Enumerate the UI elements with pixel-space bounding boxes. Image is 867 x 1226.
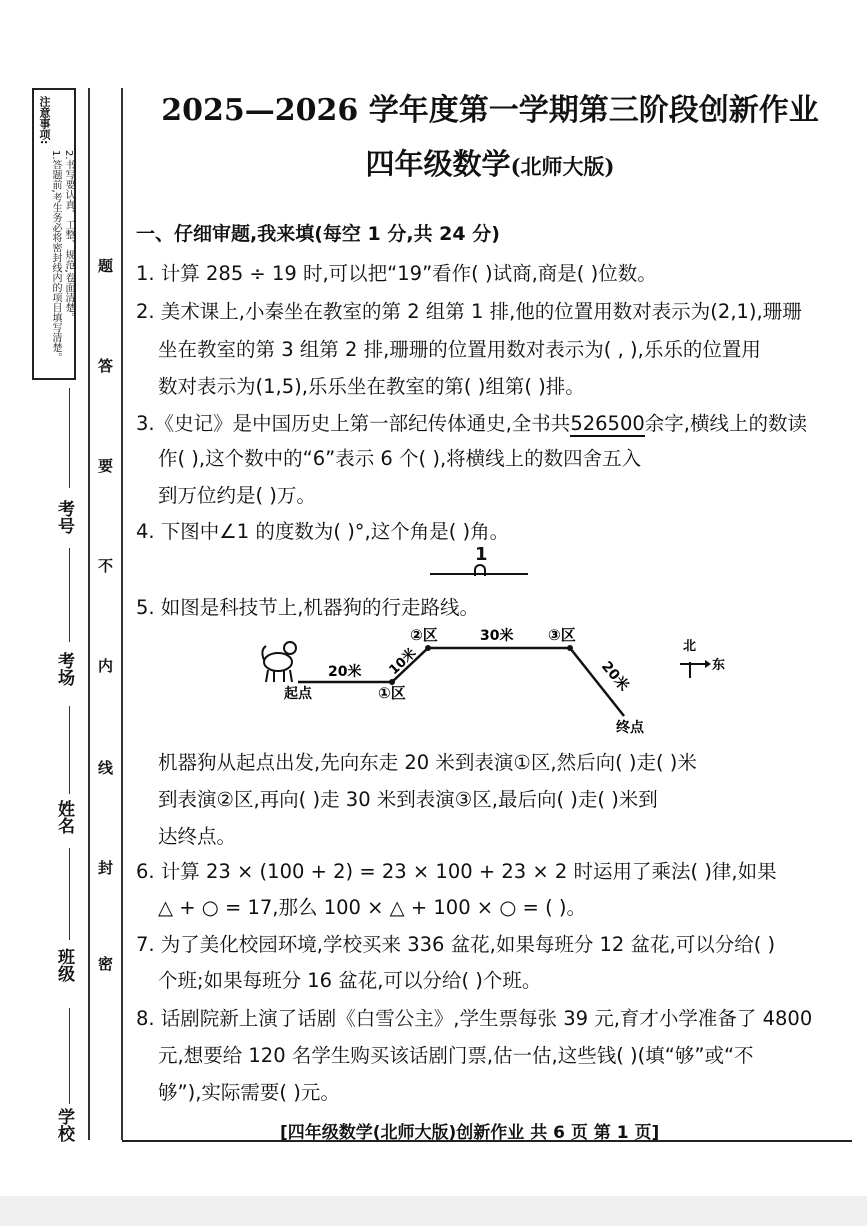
compass-icon [680, 639, 725, 678]
zone-2-point [425, 645, 431, 651]
question-4: 4. 下图中∠1 的度数为( )°,这个角是( )角。 [136, 520, 510, 543]
seal-char: 要 [98, 457, 114, 475]
question-3-line-1 [136, 408, 807, 436]
question-2-line-1: 2. 美术课上,小秦坐在教室的第 2 组第 1 排,他的位置用数对表示为(2,1),珊珊 [136, 300, 802, 323]
question-6-line-1: 6. 计算 23 × (100 + 2) = 23 × 100 + 23 × 2 时运用了乘法( )律,如果 [136, 860, 777, 883]
underlined-number: 526500 [570, 412, 645, 435]
question-5-line-2: 到表演②区,再向( )走 30 米到表演③区,最后向( )走( )米到 [158, 788, 658, 811]
question-8-line-1: 8. 话剧院新上演了话剧《白雪公主》,学生票每张 39 元,育才小学准备了 4800 [136, 1007, 813, 1030]
seal-char: 不 [98, 557, 114, 575]
question-3-line-2: 作( ),这个数中的“6”表示 6 个( ),将横线上的数四舍五入 [158, 447, 642, 470]
binding-line-outer [88, 88, 90, 1140]
question-5-line-3: 达终点。 [158, 825, 237, 848]
angle-figure [430, 544, 530, 578]
section-heading: 一、仔细审题,我来填(每空 1 分,共 24 分) [136, 223, 500, 245]
page-footer: [四年级数学(北师大版)创新作业 共 6 页 第 1 页] [280, 1123, 660, 1143]
question-2-line-3: 数对表示为(1,5),乐乐坐在教室的第( )组第( )排。 [158, 375, 585, 398]
name-label: 姓名 [54, 800, 74, 834]
question-2-line-2: 坐在教室的第 3 组第 2 排,珊珊的位置用数对表示为( , ),乐乐的位置用 [158, 338, 761, 361]
question-5: 5. 如图是科技节上,机器狗的行走路线。 [136, 596, 480, 619]
segment-4-label: 20米 [597, 658, 632, 695]
question-5-line-1: 机器狗从起点出发,先向东走 20 米到表演①区,然后向( )走( )米 [158, 751, 697, 774]
question-6-line-2: △ + ○ = 17,那么 100 × △ + 100 × ○ = ( )。 [158, 896, 587, 919]
page-title: 2025—2026 学年度第一学期第三阶段创新作业 [161, 93, 819, 128]
seal-char: 内 [98, 657, 114, 675]
subject-title: 四年级数学 [365, 147, 511, 181]
seal-char: 题 [98, 257, 114, 275]
notice-line-1: 1.答题前,考生务必将密封线内的项目填写清楚。 [50, 150, 61, 363]
route-diagram [250, 620, 730, 740]
question-3-line-3: 到万位约是( )万。 [158, 484, 316, 507]
question-3-text: 3.《史记》是中国历史上第一部纪传体通史,全书共 [136, 412, 571, 435]
zone-3-point [567, 645, 573, 651]
exam-number-field[interactable] [69, 388, 70, 488]
angle-label: 1 [475, 544, 488, 565]
name-field[interactable] [69, 706, 70, 794]
exam-room-label: 考场 [54, 652, 74, 686]
notice-title: 注意事项: [38, 96, 51, 145]
route-path [298, 648, 624, 716]
bottom-strip [0, 1196, 867, 1226]
seal-char: 线 [98, 759, 114, 777]
question-3-text-end: 余字,横线上的数读 [644, 412, 807, 435]
zone-2-label: ②区 [410, 626, 438, 644]
seal-char: 答 [98, 357, 114, 375]
question-7-line-1: 7. 为了美化校园环境,学校买来 336 盆花,如果每班分 12 盆花,可以分给( ) [136, 933, 776, 956]
binding-line-inner [121, 88, 123, 1140]
robot-dog-icon [262, 642, 296, 682]
page-subtitle [120, 142, 860, 183]
angle-straight-line [430, 573, 528, 575]
segment-3-label: 30米 [480, 628, 514, 644]
zone-3-label: ③区 [548, 626, 576, 644]
notice-box [32, 88, 76, 380]
question-8-line-2: 元,想要给 120 名学生购买该话剧门票,估一估,这些钱( )(填“够”或“不 [158, 1044, 754, 1067]
school-field[interactable] [69, 1008, 70, 1104]
end-label: 终点 [616, 720, 644, 736]
question-8-line-3: 够”),实际需要( )元。 [158, 1081, 340, 1104]
edition-label: (北师大版) [510, 154, 615, 179]
zone-1-label: ①区 [378, 684, 406, 702]
exam-number-label: 考号 [54, 500, 74, 534]
segment-2-label: 10米 [386, 645, 420, 679]
notice-line-2: 2.书写要认真、工整、规范,卷面清楚。 [63, 150, 74, 323]
question-7-line-2: 个班;如果每班分 16 盆花,可以分给( )个班。 [158, 969, 542, 992]
north-label: 北 [683, 639, 697, 654]
east-label: 东 [712, 658, 726, 673]
segment-1-label: 20米 [328, 664, 362, 680]
question-1: 1. 计算 285 ÷ 19 时,可以把“19”看作( )试商,商是( )位数。 [136, 262, 657, 285]
seal-char: 密 [98, 955, 114, 973]
class-label: 班级 [54, 948, 74, 982]
seal-char: 封 [98, 859, 114, 877]
bottom-rule [122, 1140, 852, 1142]
start-label: 起点 [284, 686, 312, 702]
exam-room-field[interactable] [69, 548, 70, 642]
school-label: 学校 [54, 1108, 74, 1142]
class-field[interactable] [69, 848, 70, 940]
